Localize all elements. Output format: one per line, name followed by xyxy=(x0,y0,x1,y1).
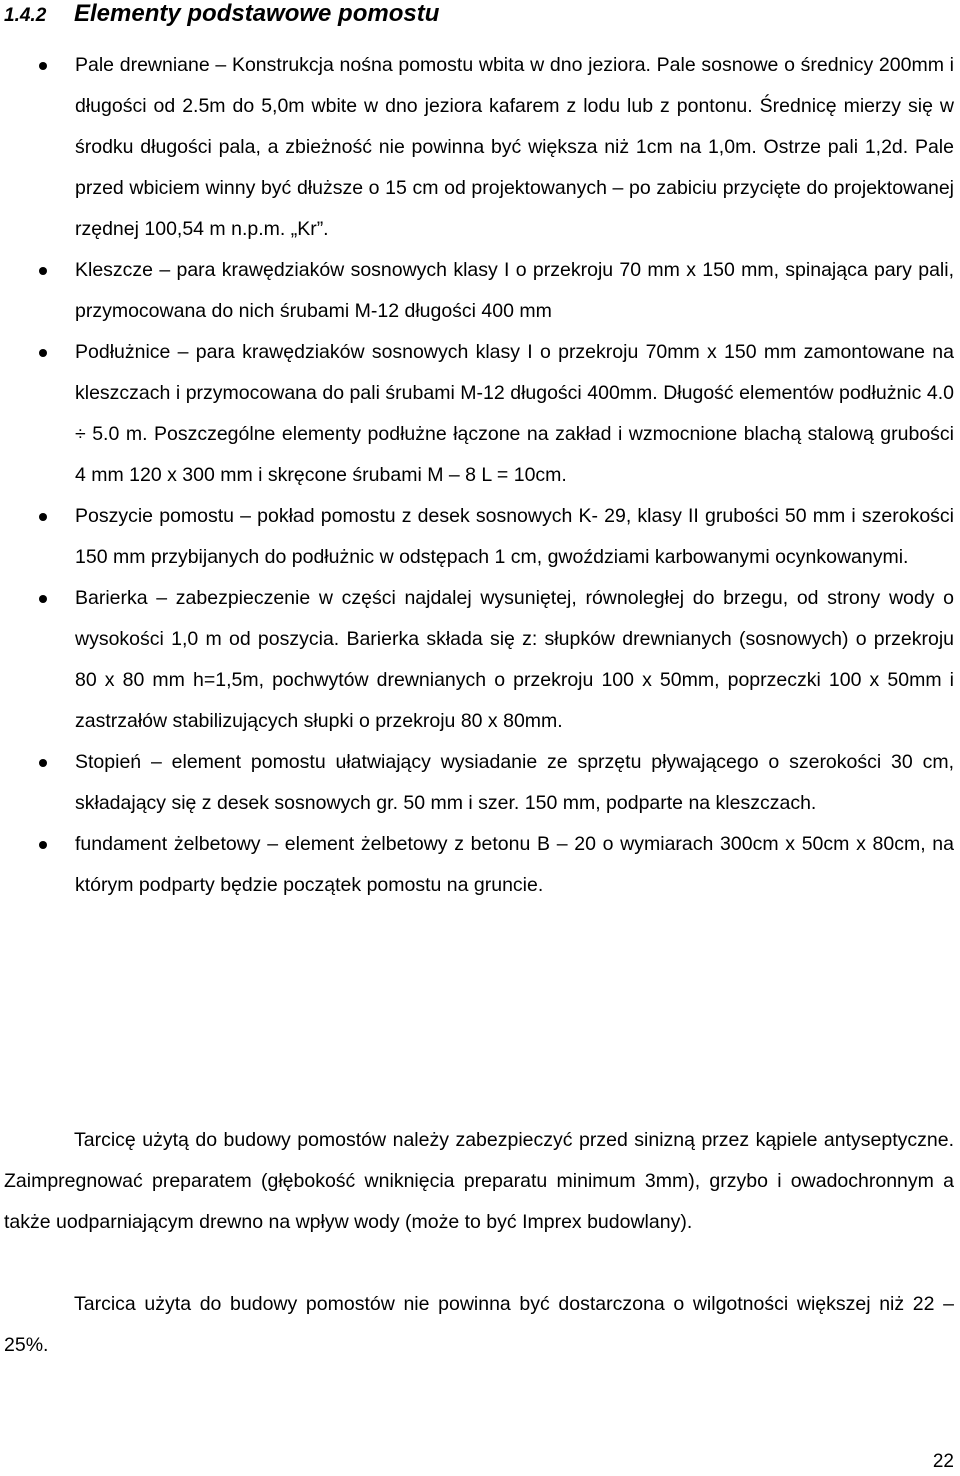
list-item xyxy=(0,45,960,250)
list-item xyxy=(0,332,960,496)
section-title: Elementy podstawowe pomostu xyxy=(74,0,440,27)
bullet-icon xyxy=(39,349,47,357)
bullet-icon xyxy=(39,62,47,70)
bullet-icon xyxy=(39,267,47,275)
list-item-text: Stopień – element pomostu ułatwiający wysiadanie ze sprzętu pływającego o szerokości 30 cm, składający się z desek sosnowych gr. 50 mm i szer. 150 mm, podparte na kleszczach. xyxy=(75,751,954,814)
impregnation-paragraph: Tarcicę użytą do budowy pomostów należy zabezpieczyć przed sinizną przez kąpiele antyseptyczne. Zaimpregnować preparatem (głębokość wniknięcia preparatu minimum 3mm), grzybo i owadochronnym a także uodparniającym drewno na wpływ wody (może to być Imprex budowlany). xyxy=(4,1129,954,1233)
list-item-text: Podłużnice – para krawędziaków sosnowych klasy I o przekroju 70mm x 150 mm zamontowane na kleszczach i przymocowana do pali śrubami M-12 długości 400mm. Długość elementów podłużnic 4.0 ÷ 5.0 m. Poszczególne elementy podłużne łączone na zakład i wzmocnione blachą stalową grubości 4 mm 120 x 300 mm i skręcone śrubami M – 8 L = 10cm. xyxy=(75,341,954,486)
bullet-icon xyxy=(39,595,47,603)
list-item-text: Barierka – zabezpieczenie w części najdalej wysuniętej, równoległej do brzegu, od strony wody o wysokości 1,0 m od poszycia. Barierka składa się z: słupków drewnianych (sosnowych) o przekroju 80 x 80 mm h=1,5m, pochwytów drewnianych o przekroju 100 x 50mm, poprzeczki 100 x 50mm i zastrzałów stabilizujących słupki o przekroju 80 x 80mm. xyxy=(75,587,954,732)
list-item xyxy=(0,578,960,742)
list-item-text: fundament żelbetowy – element żelbetowy z betonu B – 20 o wymiarach 300cm x 50cm x 80cm, na którym podparty będzie początek pomostu na gruncie. xyxy=(75,833,954,896)
list-item-text: Poszycie pomostu – pokład pomostu z desek sosnowych K- 29, klasy II grubości 50 mm i szerokości 150 mm przybijanych do podłużnic w odstępach 1 cm, gwoździami karbowanymi ocynkowanymi. xyxy=(75,505,954,568)
list-item xyxy=(0,496,960,578)
elements-list xyxy=(0,45,960,906)
bullet-icon xyxy=(39,841,47,849)
section-heading xyxy=(4,0,439,30)
list-item xyxy=(0,824,960,906)
bullet-icon xyxy=(39,759,47,767)
section-number: 1.4.2 xyxy=(4,5,47,26)
moisture-paragraph: Tarcica użyta do budowy pomostów nie powinna być dostarczona o wilgotności większej niż 22 – 25%. xyxy=(4,1293,954,1356)
page-number: 22 xyxy=(932,1451,954,1472)
list-item xyxy=(0,250,960,332)
list-item xyxy=(0,742,960,824)
list-item-text: Pale drewniane – Konstrukcja nośna pomostu wbita w dno jeziora. Pale sosnowe o średnicy 200mm i długości od 2.5m do 5,0m wbite w dno jeziora kafarem z lodu lub z pontonu. Średnicę mierzy się w środku długości pala, a zbieżność nie powinna być większa niż 1cm na 1,0m. Ostrze pali 1,2d. Pale przed wbiciem winny być dłuższe o 15 cm od projektowanych – po zabiciu przycięte do projektowanej rzędnej 100,54 m n.p.m. „Kr”. xyxy=(75,54,954,240)
list-item-text: Kleszcze – para krawędziaków sosnowych klasy I o przekroju 70 mm x 150 mm, spinająca pary pali, przymocowana do nich śrubami M-12 długości 400 mm xyxy=(75,259,954,322)
bullet-icon xyxy=(39,513,47,521)
